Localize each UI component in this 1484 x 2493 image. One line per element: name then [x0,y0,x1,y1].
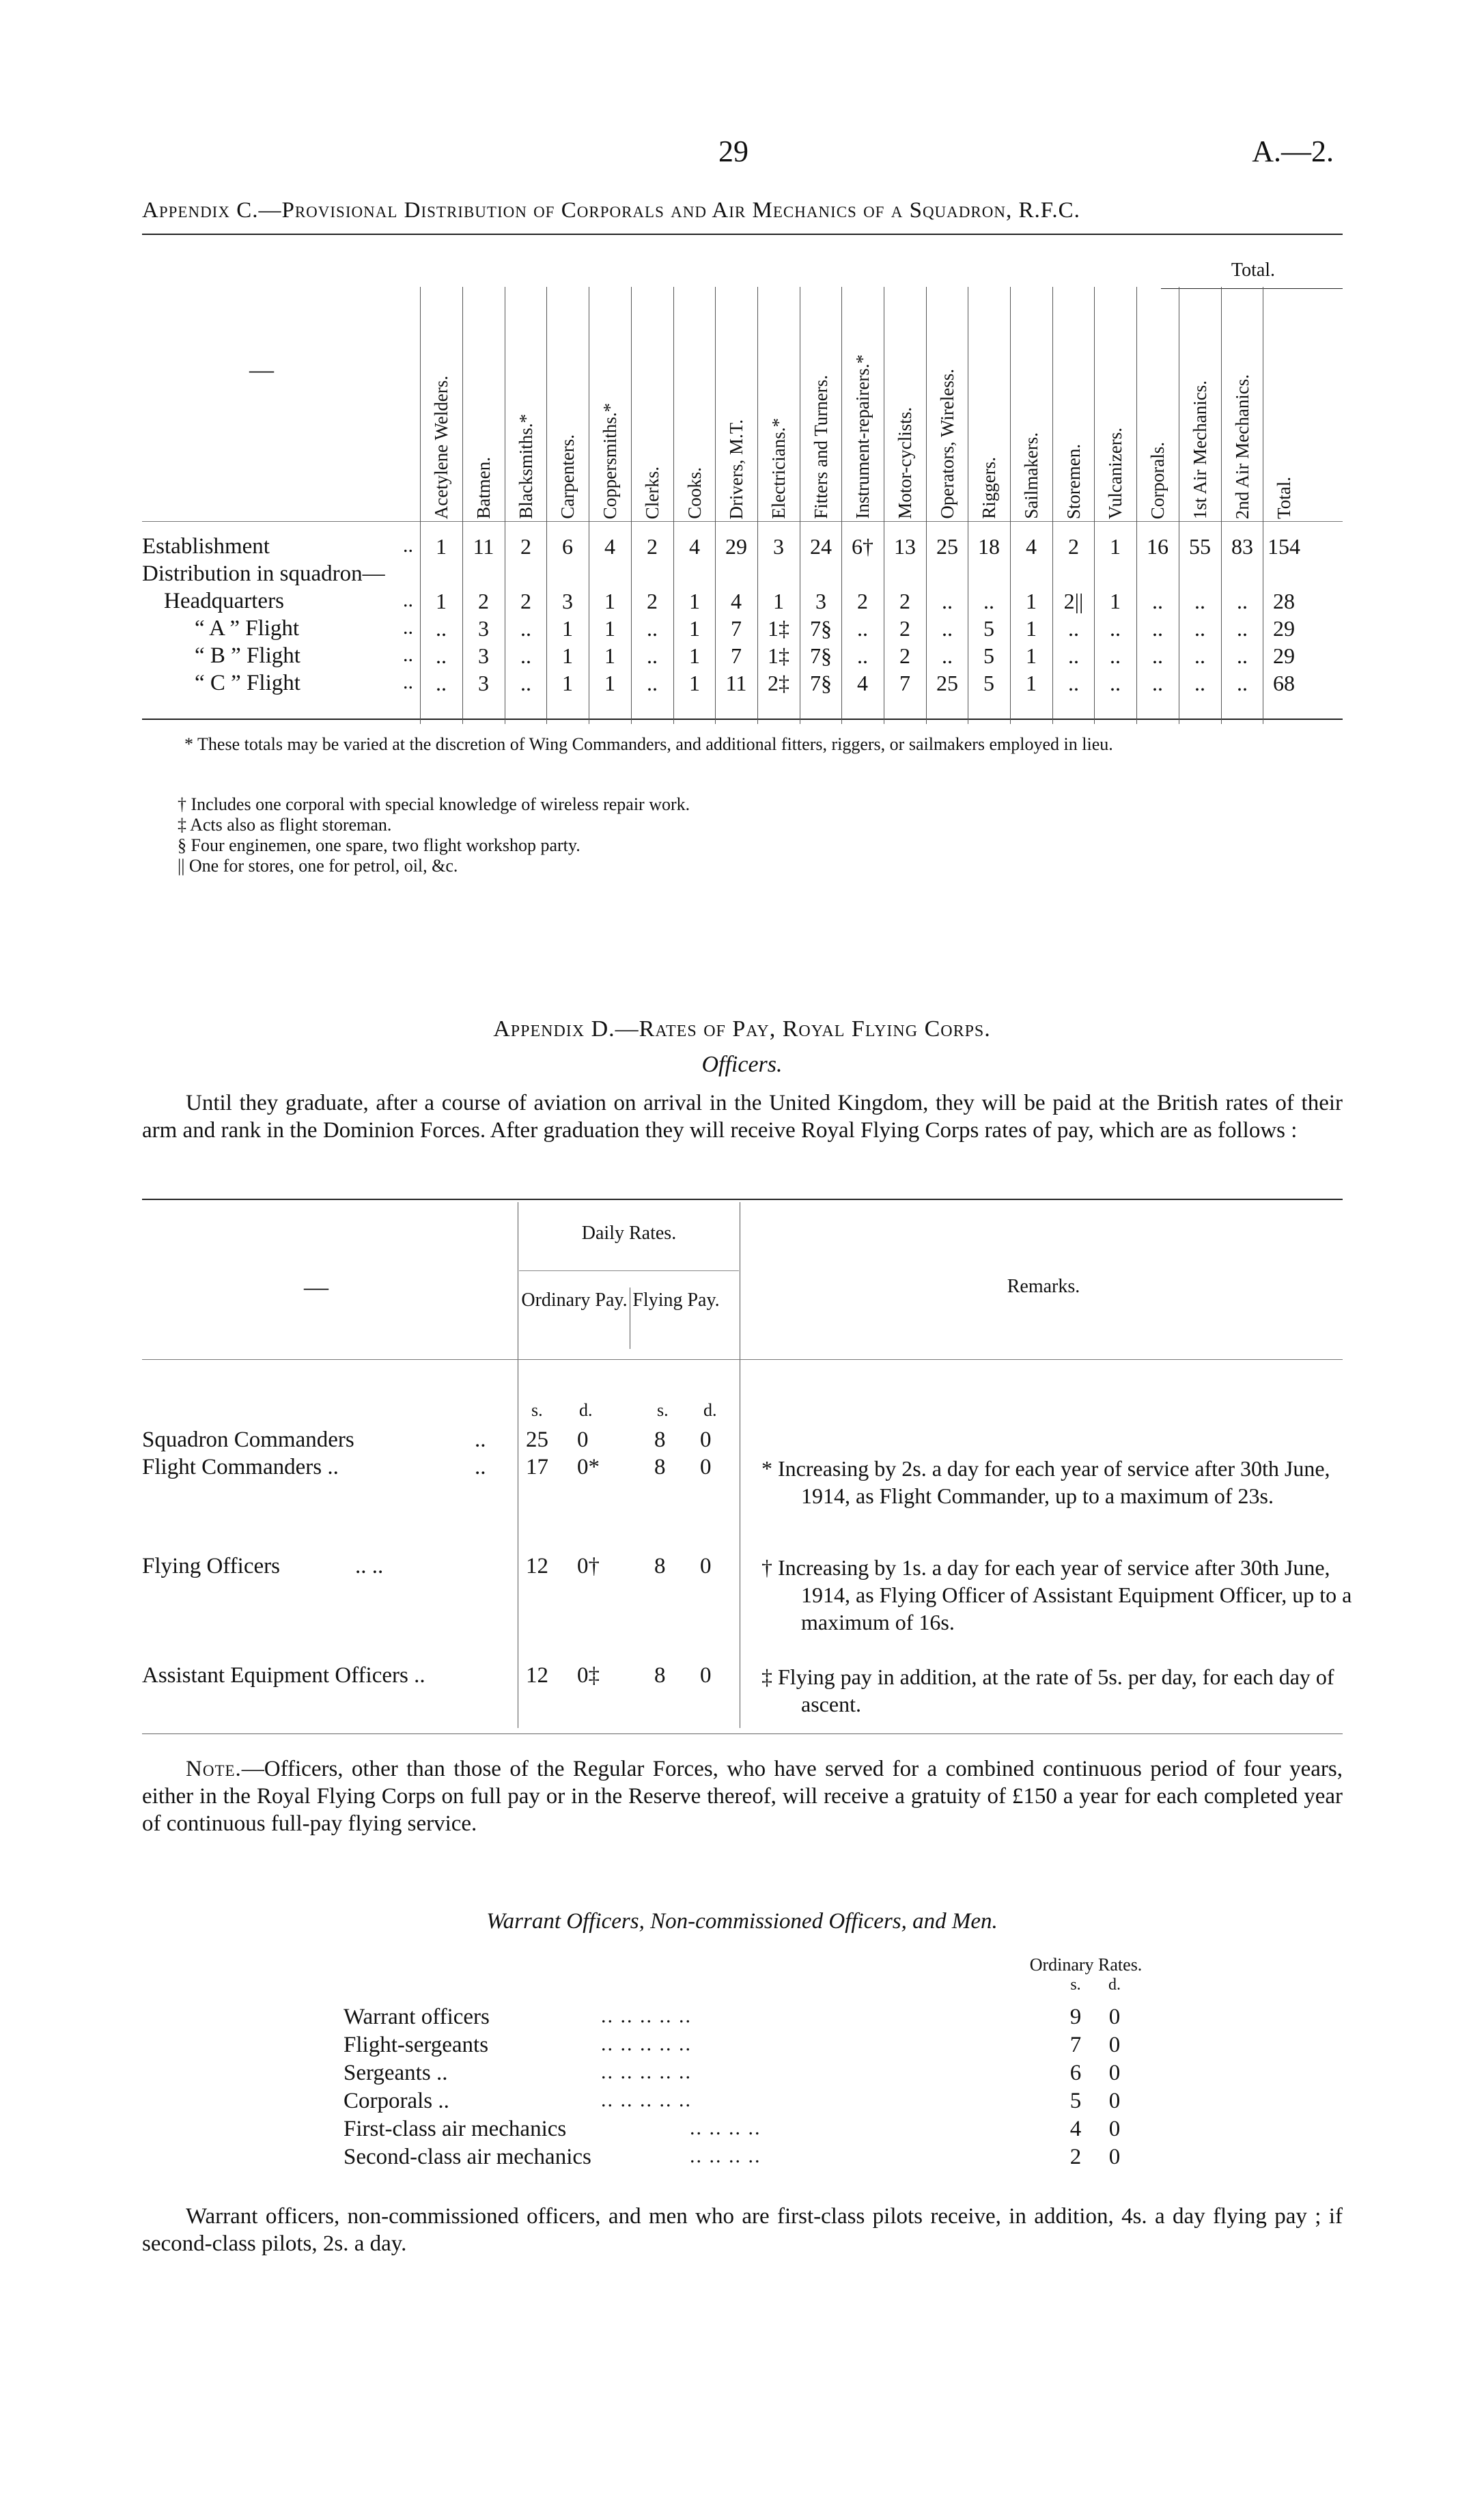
table-cell: 2 [899,589,910,613]
table-cell: .. [857,643,868,668]
table-cell: 5 [983,643,994,668]
leader-dots: .. [475,1427,486,1452]
leader-dots: .. [403,534,413,557]
s-unit-flying: s. [657,1400,669,1420]
column-headers [0,294,1484,519]
table-cell: .. [1068,671,1079,695]
ordinary-pay-shillings: 17 [526,1455,548,1479]
table-cell: 7§ [810,643,832,668]
table-cell: 11 [473,534,494,559]
officer-rank: Squadron Commanders [142,1427,354,1452]
table-cell: 2 [1068,534,1079,559]
table-cell: 2 [520,534,531,559]
table-cell: 1 [436,589,447,613]
column-header: 1st Air Mechanics. [1189,380,1210,519]
pay-remark: † Increasing by 1s. a day for each year of service after 30th June, 1914, as Flying Officer of Assistant Equipment Officer, up to a maximum of 16s. [761,1555,1352,1634]
warrant-rate-pence: 0 [1108,2117,1121,2141]
page-reference: A.—2. [1252,135,1334,168]
table-cell: 5 [983,616,994,641]
appendix-d-title: Appendix D.—Rates of Pay, Royal Flying Corps. [493,1016,991,1042]
footnote: || One for stores, one for petrol, oil, &c. [178,856,458,876]
table-cell: 1 [562,671,573,695]
table-cell: 3 [773,534,784,559]
table-cell: .. [436,671,447,695]
ordinary-rates-header: Ordinary Rates. [1029,1955,1143,1975]
table-cell: .. [647,671,658,695]
table-cell: .. [1110,616,1121,641]
table-cell: 1 [1026,643,1037,668]
column-header: Blacksmiths.* [515,414,536,519]
table-cell: 1 [562,643,573,668]
column-header: Vulcanizers. [1104,427,1125,519]
table-cell: .. [942,643,953,668]
table-cell: .. [1194,643,1205,668]
flying-pay-pence: 0 [700,1455,712,1479]
table-cell: 3 [478,616,489,641]
footnote: * These totals may be varied at the discretion of Wing Commanders, and additional fitters, riggers, or sailmakers employed in lieu. [184,734,1113,754]
table-cell: 2|| [1063,589,1084,613]
column-header: Motor-cyclists. [894,407,915,519]
table-cell: .. [1152,643,1163,668]
table-cell: 1 [689,589,700,613]
table-cell: 5 [983,671,994,695]
table-cell: 7 [731,616,742,641]
table-cell: .. [1237,671,1248,695]
footnote: † Includes one corporal with special knowledge of wireless repair work. [178,794,690,814]
column-header: Carpenters. [557,434,578,519]
ordinary-pay-pence: 0 [577,1427,589,1452]
column-header: Cooks. [684,467,705,519]
table-cell: 1 [604,671,615,695]
table-cell: .. [647,643,658,668]
table-cell: .. [942,616,953,641]
leader-dots: .. .. .. .. .. [601,2033,692,2055]
table-cell: 2 [647,534,658,559]
flying-pay-shillings: 8 [654,1427,666,1452]
table-cell: 1 [1026,589,1037,613]
column-header: Corporals. [1147,441,1168,519]
leader-dots: .. [403,589,413,611]
table-cell: 3 [562,589,573,613]
table-cell: 25 [936,671,958,695]
row-label: “ A ” Flight [195,616,300,641]
table-cell: 4 [857,671,868,695]
table-cell: 4 [731,589,742,613]
table-cell: .. [1110,671,1121,695]
table-cell: 11 [725,671,747,695]
ordinary-pay-pence: 0* [577,1455,600,1479]
table-cell: 2 [857,589,868,613]
warrant-rate-shillings: 2 [1069,2145,1082,2169]
column-header: Fitters and Turners. [810,375,831,519]
table-cell: 1 [689,616,700,641]
stub-dash-d: — [304,1273,328,1300]
appendix-c-title: Appendix C.—Provisional Distribution of Corporals and Air Mechanics of a Squadron, R.F.C. [142,198,1080,223]
table-cell: 1 [604,589,615,613]
table-cell: .. [1110,643,1121,668]
officer-rank: Flight Commanders .. [142,1455,339,1479]
table-cell: 1 [1026,616,1037,641]
leader-dots: .. [403,643,413,666]
leader-dots: .. [475,1455,486,1479]
table-cell: 28 [1273,589,1295,613]
table-cell: .. [1237,589,1248,613]
d-unit-flying: d. [703,1400,717,1420]
table-cell: 1 [1110,534,1121,559]
table-cell: 83 [1231,534,1253,559]
table-cell: .. [436,616,447,641]
table-cell: .. [1068,643,1079,668]
leader-dots: .. .. [355,1554,384,1578]
footnote: § Four enginemen, one spare, two flight workshop party. [178,835,580,855]
table-cell: .. [942,589,953,613]
table-cell: .. [1152,589,1163,613]
officer-rank: Flying Officers [142,1554,280,1578]
table-cell: .. [1068,616,1079,641]
column-header: Sailmakers. [1020,432,1041,519]
flying-pay-shillings: 8 [654,1455,666,1479]
table-cell: 13 [894,534,916,559]
table-cell: 7 [899,671,910,695]
table-cell: 2 [899,643,910,668]
table-cell: 29 [1273,643,1295,668]
flying-pay-pence: 0 [700,1427,712,1452]
table-cell: 2 [478,589,489,613]
table-cell: 1 [604,616,615,641]
column-header: Operators, Wireless. [936,369,957,519]
column-header: Electricians.* [768,418,789,519]
warrant-rate-pence: 0 [1108,2005,1121,2029]
table-cell: .. [520,671,531,695]
footnote: ‡ Acts also as flight storeman. [178,815,392,835]
table-cell: .. [1237,643,1248,668]
leader-dots: .. .. .. .. .. [601,2089,692,2111]
column-header: Total. [1273,477,1294,519]
intro-paragraph: Until they graduate, after a course of aviation on arrival in the United Kingdom, they will be paid at the British rates of their arm and rank in the Dominion Forces. After graduation they will receive Royal Flying Corps rates of pay, which are as follows : [142,1091,1343,1143]
warrant-rate-pence: 0 [1108,2089,1121,2113]
table-cell: .. [1152,616,1163,641]
leader-dots: .. [403,671,413,693]
table-cell: 4 [1026,534,1037,559]
table-cell: .. [1194,589,1205,613]
row-label: Distribution in squadron— [142,561,385,586]
table-cell: 4 [689,534,700,559]
table-cell: 7§ [810,616,832,641]
officers-subtitle: Officers. [701,1052,783,1077]
warrant-rank: Second-class air mechanics [344,2145,591,2169]
flying-pay-header: Flying Pay. [632,1290,720,1311]
table-cell: 25 [936,534,958,559]
column-header: Riggers. [978,457,999,519]
leader-dots: .. .. .. .. .. [601,2005,692,2027]
leader-dots: .. .. .. .. [690,2145,761,2167]
table-cell: 1 [773,589,784,613]
warrant-title: Warrant Officers, Non-commissioned Officers, and Men. [486,1909,998,1934]
warrant-rank: Warrant officers [344,2005,490,2029]
table-cell: 18 [978,534,1000,559]
table-cell: 2 [520,589,531,613]
pay-remark: ‡ Flying pay in addition, at the rate of 5s. per day, for each day of ascent. [761,1665,1334,1716]
d-unit-ordinary: d. [579,1400,593,1420]
table-cell: .. [1194,671,1205,695]
table-cell: .. [983,589,994,613]
table-cell: 1 [1026,671,1037,695]
warrant-rate-pence: 0 [1108,2033,1121,2057]
table-cell: 3 [815,589,826,613]
table-cell: 2 [899,616,910,641]
table-cell: 29 [1273,616,1295,641]
warrant-rank: Sergeants .. [344,2061,448,2085]
warrant-d-unit: d. [1108,1976,1121,1994]
table-cell: 1 [689,671,700,695]
table-cell: 6 [562,534,573,559]
ordinary-pay-shillings: 12 [526,1554,548,1578]
table-cell: 7 [731,643,742,668]
column-header: Acetylene Welders. [430,375,451,519]
column-header: 2nd Air Mechanics. [1231,374,1252,519]
row-label: Establishment [142,534,270,559]
ordinary-pay-pence: 0† [577,1554,600,1578]
table-cell: 3 [478,671,489,695]
table-cell: 1‡ [768,616,789,641]
table-cell: 2‡ [768,671,789,695]
warrant-rate-shillings: 6 [1069,2061,1082,2085]
column-header: Batmen. [473,457,494,519]
warrant-rate-pence: 0 [1108,2145,1121,2169]
column-header: Coppersmiths.* [599,402,620,519]
warrant-rate-shillings: 9 [1069,2005,1082,2029]
table-cell: 1 [689,643,700,668]
column-header: Clerks. [641,466,662,519]
table-cell: .. [647,616,658,641]
table-cell: 1 [604,643,615,668]
column-header: Storemen. [1063,443,1084,519]
table-cell: 2 [647,589,658,613]
ordinary-pay-shillings: 25 [526,1427,548,1452]
page-number: 29 [718,135,748,168]
table-cell: 1 [562,616,573,641]
warrant-rank: Flight-sergeants [344,2033,489,2057]
table-cell: 55 [1189,534,1211,559]
closing-paragraph: Warrant officers, non-commissioned officers, and men who are first-class pilots receive, in addition, 4s. a day flying pay ; if second-class pilots, 2s. a day. [142,2204,1343,2256]
table-cell: .. [1194,616,1205,641]
table-cell: 7§ [810,671,832,695]
remarks-header: Remarks. [1007,1276,1080,1297]
row-label: “ C ” Flight [195,671,300,695]
table-cell: .. [436,643,447,668]
flying-pay-shillings: 8 [654,1554,666,1578]
column-header: Instrument-repairers.* [852,354,873,519]
stub-dash: — [249,356,274,383]
ordinary-pay-pence: 0‡ [577,1663,600,1688]
flying-pay-shillings: 8 [654,1663,666,1688]
warrant-rate-shillings: 7 [1069,2033,1082,2057]
note-paragraph: Note.—Officers, other than those of the Regular Forces, who have served for a combined continuous period of four years, either in the Royal Flying Corps on full pay or in the Reserve thereof, will receive a gratuity of £150 a year for each completed year of continuous full-pay flying service. [142,1757,1343,1836]
leader-dots: .. .. .. .. .. [601,2061,692,2083]
warrant-rate-shillings: 5 [1069,2089,1082,2113]
table-cell: 1‡ [768,643,789,668]
warrant-rate-shillings: 4 [1069,2117,1082,2141]
leader-dots: .. [403,616,413,639]
warrant-rank: First-class air mechanics [344,2117,567,2141]
table-cell: .. [520,616,531,641]
warrant-s-unit: s. [1070,1976,1081,1994]
row-label: Headquarters [164,589,284,613]
flying-pay-pence: 0 [700,1554,712,1578]
pay-remark: * Increasing by 2s. a day for each year of service after 30th June, 1914, as Flight Commander, up to a maximum of 23s. [761,1456,1330,1508]
table-cell: 154 [1268,534,1300,559]
ordinary-pay-header: Ordinary Pay. [521,1290,628,1311]
table-cell: 1 [1110,589,1121,613]
row-label: “ B ” Flight [195,643,300,668]
table-cell: 16 [1147,534,1168,559]
s-unit-ordinary: s. [531,1400,543,1420]
table-cell: 4 [604,534,615,559]
table-cell: .. [1237,616,1248,641]
leader-dots: .. .. .. .. [690,2117,761,2139]
warrant-rank: Corporals .. [344,2089,449,2113]
table-cell: 6† [852,534,873,559]
table-cell: 24 [810,534,832,559]
table-cell: 68 [1273,671,1295,695]
table-cell: .. [520,643,531,668]
column-header: Drivers, M.T. [725,419,746,519]
total-group-label: Total. [1231,260,1276,281]
table-cell: .. [857,616,868,641]
table-cell: 1 [436,534,447,559]
warrant-rate-pence: 0 [1108,2061,1121,2085]
daily-rates-header: Daily Rates. [581,1223,677,1244]
table-cell: .. [1152,671,1163,695]
ordinary-pay-shillings: 12 [526,1663,548,1688]
flying-pay-pence: 0 [700,1663,712,1688]
table-cell: 29 [725,534,747,559]
table-cell: 3 [478,643,489,668]
officer-rank: Assistant Equipment Officers .. [142,1663,425,1688]
